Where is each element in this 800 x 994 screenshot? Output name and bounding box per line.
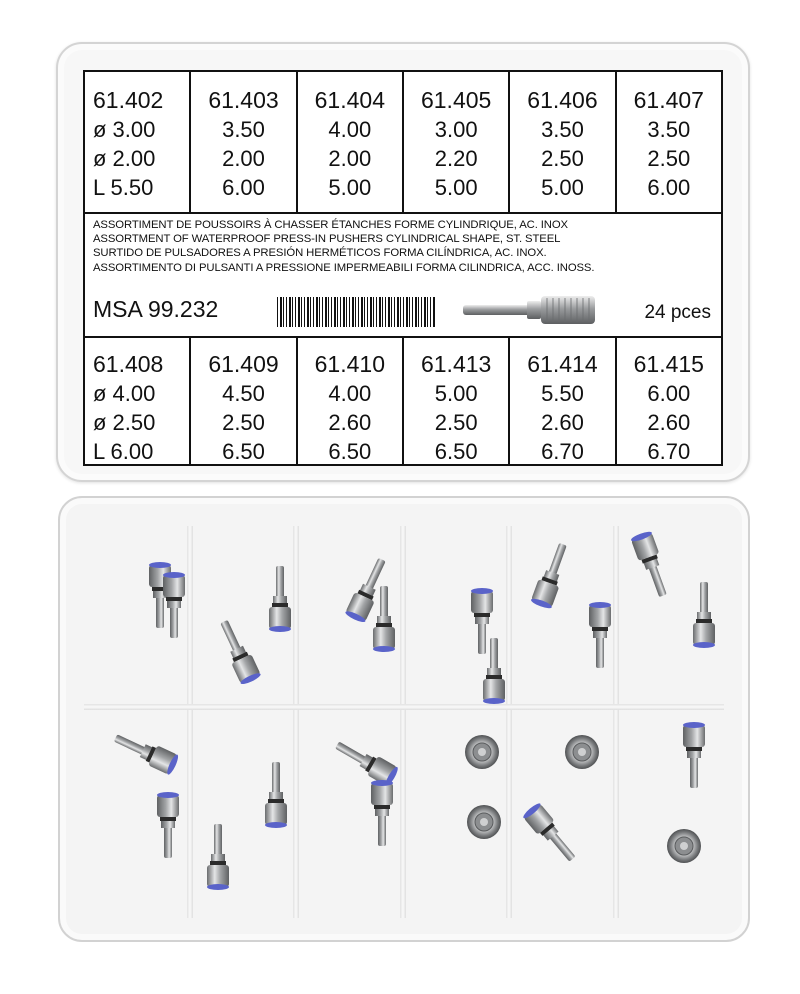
part-code: 61.408 [93, 351, 164, 377]
part-code: 61.409 [208, 351, 279, 377]
part-code: 61.410 [314, 351, 385, 377]
pusher-part [111, 728, 180, 776]
length: 6.00 [647, 175, 691, 200]
pusher-part [163, 572, 185, 638]
length: 6.00 [222, 175, 265, 200]
pusher-part [465, 735, 499, 769]
tube-diameter: 2.50 [222, 410, 265, 435]
part-code: 61.407 [633, 87, 704, 113]
piece-count: 24 pces [644, 302, 711, 323]
head-diameter: 3.00 [434, 117, 478, 142]
description-fr: ASSORTIMENT DE POUSSOIRS À CHASSER ÉTANCHES FORME CYLINDRIQUE, AC. INOX [93, 219, 568, 231]
head-diameter: 5.50 [541, 381, 584, 406]
pusher-part [332, 735, 400, 787]
pusher-part [471, 588, 493, 654]
description-es: SURTIDO DE PULSADORES A PRESIÓN HERMÉTICOS FORMA CILÍNDRICA, AC. INOX. [93, 247, 547, 260]
head-diameter: 3.50 [647, 117, 691, 142]
length: L 5.50 [93, 175, 154, 200]
pusher-part [630, 530, 673, 600]
part-code: 61.415 [633, 351, 704, 377]
head-diameter: 4.00 [328, 117, 372, 142]
tube-diameter: 2.60 [328, 410, 372, 435]
length: 5.00 [328, 175, 372, 200]
part-code: 61.402 [93, 87, 164, 113]
tube-diameter: 2.50 [541, 146, 584, 171]
length: 6.50 [222, 439, 265, 464]
description-it: ASSORTIMENTO DI PULSANTI A PRESSIONE IMPERMEABILI FORMA CILINDRICA, ACC. INOSS. [93, 261, 595, 274]
length: 6.50 [434, 439, 478, 464]
head-diameter: ø 3.00 [93, 117, 156, 142]
length: L 6.00 [93, 439, 154, 464]
pusher-part [565, 735, 599, 769]
tube-diameter: 2.50 [434, 410, 478, 435]
pusher-part [589, 602, 611, 668]
length: 6.50 [328, 439, 372, 464]
part-code: 61.405 [420, 87, 492, 113]
reference-number: MSA 99.232 [93, 296, 219, 322]
tube-diameter: 2.00 [328, 146, 372, 171]
pusher-part [373, 586, 395, 652]
head-diameter: ø 4.00 [93, 381, 156, 406]
pusher-part [467, 805, 501, 839]
part-code: 61.413 [420, 351, 492, 377]
pusher-part [157, 792, 179, 858]
head-diameter: 4.00 [328, 381, 372, 406]
pusher-part [483, 638, 505, 704]
tube-diameter: 2.60 [541, 410, 584, 435]
pusher-part [371, 780, 393, 846]
head-diameter: 4.50 [222, 381, 265, 406]
length: 6.70 [541, 439, 584, 464]
part-code: 61.404 [314, 87, 385, 113]
head-diameter: 3.50 [541, 117, 584, 142]
part-code: 61.403 [208, 87, 279, 113]
tube-diameter: ø 2.00 [93, 146, 156, 171]
length: 5.00 [434, 175, 478, 200]
tube-diameter: 2.00 [222, 146, 265, 171]
pusher-part [265, 762, 287, 828]
pusher-part [207, 824, 229, 890]
pusher-part [522, 801, 581, 866]
tube-diameter: 2.20 [434, 146, 478, 171]
head-diameter: 5.00 [434, 381, 478, 406]
tube-diameter: ø 2.50 [93, 410, 156, 435]
head-diameter: 6.00 [647, 381, 691, 406]
pusher-part [667, 829, 701, 863]
tube-diameter: 2.60 [647, 410, 691, 435]
tube-diameter: 2.50 [647, 146, 691, 171]
length: 6.70 [647, 439, 691, 464]
length: 5.00 [541, 175, 584, 200]
description-en: ASSORTMENT OF WATERPROOF PRESS-IN PUSHERS CYLINDRICAL SHAPE, ST. STEEL [93, 233, 561, 246]
pusher-part [269, 566, 291, 632]
head-diameter: 3.50 [222, 117, 265, 142]
part-code: 61.406 [527, 87, 598, 113]
pusher-part [214, 617, 262, 686]
pusher-part [683, 722, 705, 788]
pusher-part [530, 541, 573, 611]
pusher-part [693, 582, 715, 648]
part-code: 61.414 [527, 351, 598, 377]
